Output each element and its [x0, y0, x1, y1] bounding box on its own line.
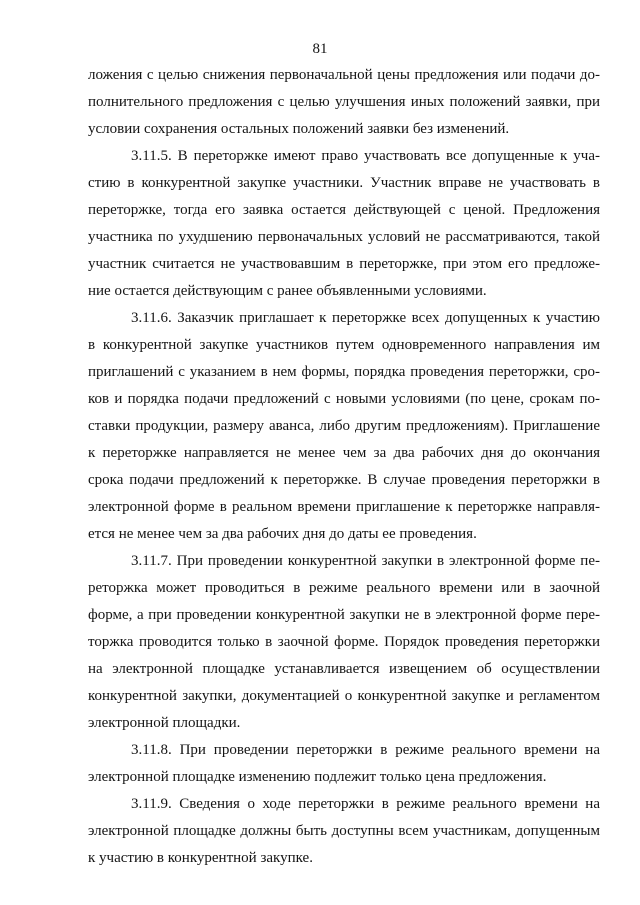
text-line: стию в конкурентной закупке участники. Участник вправе не участвовать в: [88, 175, 600, 191]
paragraph: [88, 143, 600, 305]
text-line: 3.11.7. При проведении конкурентной закупки в электронной форме пе-: [131, 553, 600, 569]
text-line: 3.11.5. В переторжке имеют право участвовать все допущенные к уча-: [131, 148, 600, 164]
text-line: переторжке, тогда его заявка остается действующей с ценой. Предложения: [88, 202, 600, 218]
text-line: конкурентной закупки, документацией о конкурентной закупке и регламентом: [88, 688, 600, 704]
text-line: ставки продукции, размеру аванса, либо другим предложениям). Приглашение: [88, 418, 600, 434]
text-line: в конкурентной закупке участников путем одновременного направления им: [88, 337, 600, 353]
paragraph: [88, 305, 600, 548]
text-line: реторжка может проводиться в режиме реального времени или в заочной: [88, 580, 600, 596]
text-line: ется не менее чем за два рабочих дня до даты ее проведения.: [88, 526, 477, 542]
paragraph: [88, 791, 600, 872]
text-line: на электронной площадке устанавливается извещением об осуществлении: [88, 661, 600, 677]
page-number: 81: [312, 41, 328, 57]
text-line: полнительного предложения с целью улучшения иных положений заявки, при: [88, 94, 600, 110]
text-line: 3.11.9. Сведения о ходе переторжки в режиме реального времени на: [131, 796, 600, 812]
text-line: форме, а при проведении конкурентной закупки не в электронной форме пере-: [88, 607, 600, 623]
text-line: электронной площадке изменению подлежит только цена предложения.: [88, 769, 547, 785]
paragraph: [88, 62, 600, 143]
text-line: ние остается действующим с ранее объявленными условиями.: [88, 283, 487, 299]
text-line: электронной площадки.: [88, 715, 241, 731]
text-line: 3.11.8. При проведении переторжки в режиме реального времени на: [131, 742, 600, 758]
body-text: [88, 62, 600, 872]
text-line: к переторжке направляется не менее чем за два рабочих дня до окончания: [88, 445, 600, 461]
text-line: торжка проводится только в заочной форме. Порядок проведения переторжки: [88, 634, 600, 650]
paragraph: [88, 548, 600, 737]
text-line: условии сохранения остальных положений заявки без изменений.: [88, 121, 510, 137]
text-line: срока подачи предложений к переторжке. В случае проведения переторжки в: [88, 472, 600, 488]
text-line: участника по ухудшению первоначальных условий не рассматриваются, такой: [88, 229, 600, 245]
text-line: электронной форме в реальном времени приглашение к переторжке направля-: [88, 499, 600, 515]
text-line: участник считается не участвовавшим в переторжке, при этом его предложе-: [88, 256, 600, 272]
text-line: ложения с целью снижения первоначальной цены предложения или подачи до-: [88, 67, 600, 83]
text-line: ков и порядка подачи предложений с новыми условиями (по цене, срокам по-: [88, 391, 600, 407]
paragraph: [88, 737, 600, 791]
text-line: 3.11.6. Заказчик приглашает к переторжке всех допущенных к участию: [131, 310, 600, 326]
text-line: к участию в конкурентной закупке.: [88, 850, 313, 866]
text-line: приглашений с указанием в нем формы, порядка проведения переторжки, сро-: [88, 364, 600, 380]
text-line: электронной площадке должны быть доступны всем участникам, допущенным: [88, 823, 600, 839]
